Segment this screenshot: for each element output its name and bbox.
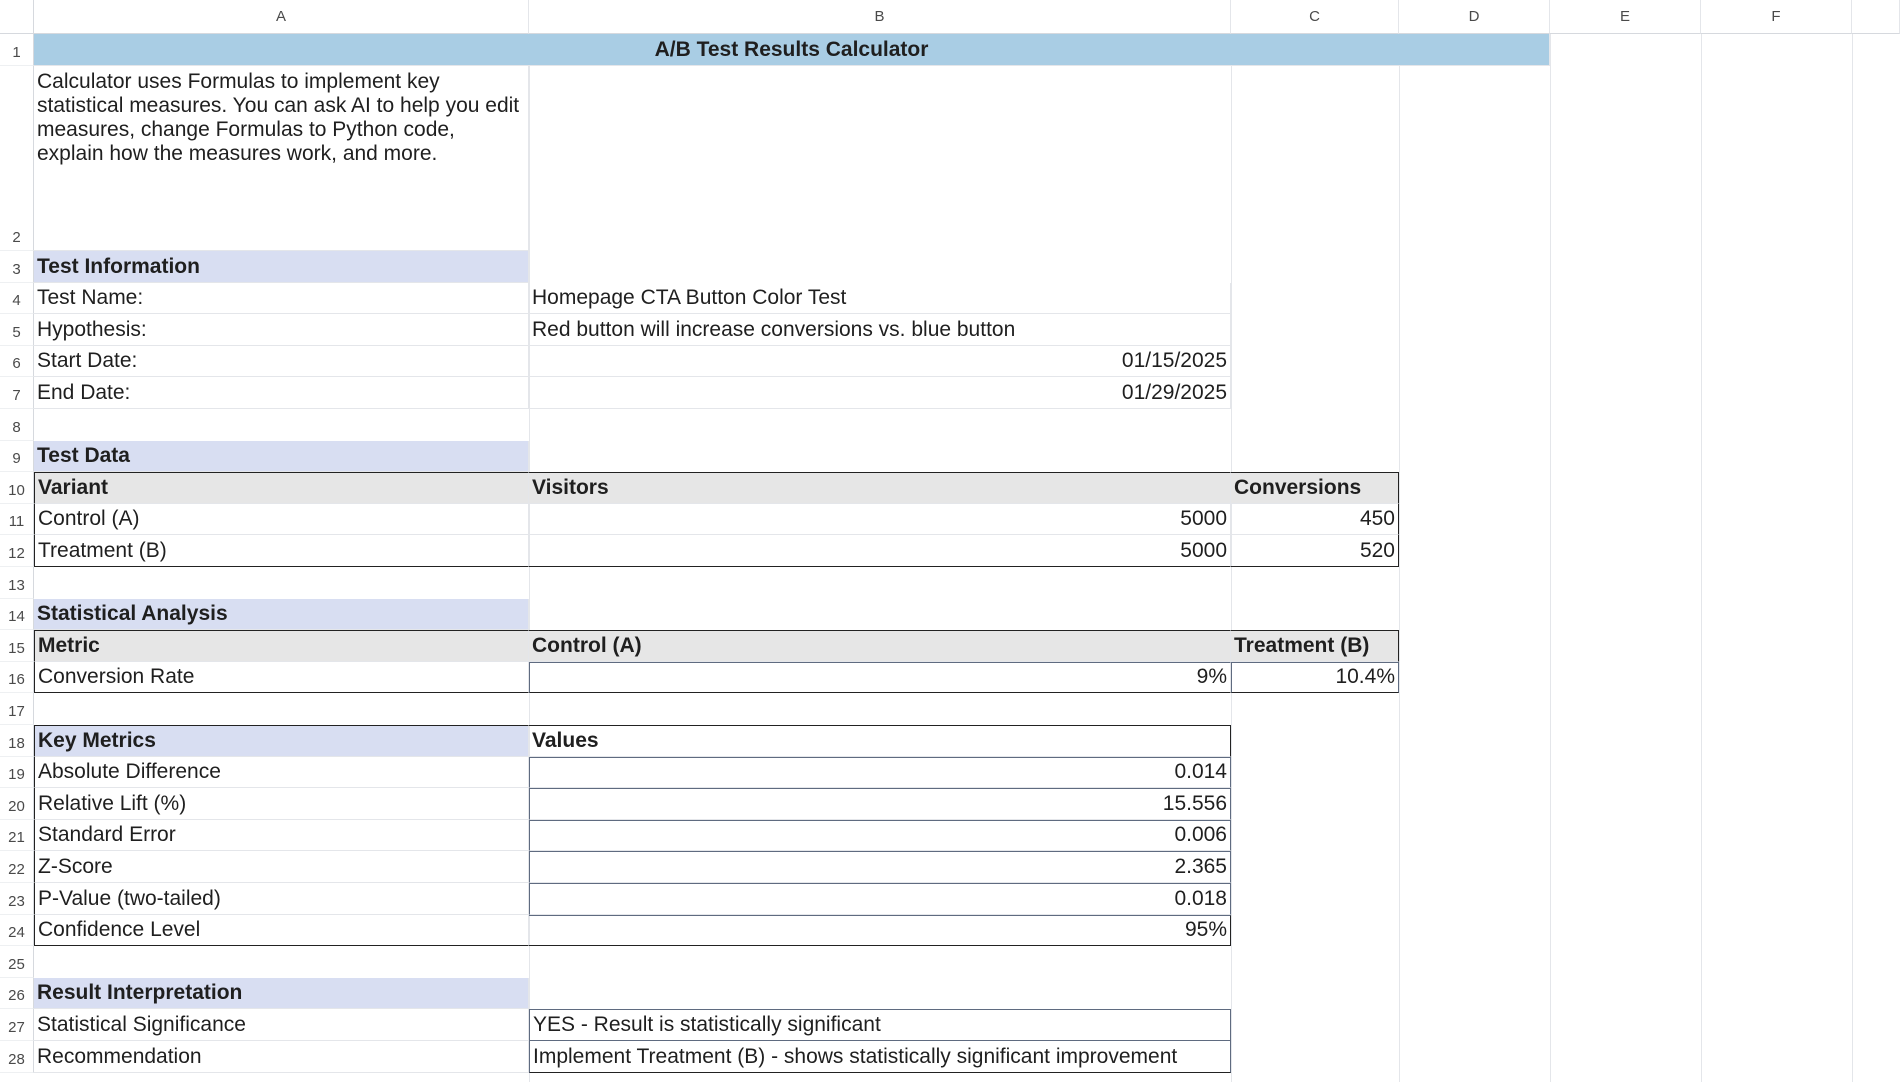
variant-cell[interactable]: Control (A) [34, 504, 529, 536]
column-header-a[interactable]: A [34, 0, 529, 34]
row-header-23[interactable]: 23 [0, 883, 34, 915]
statistical-analysis-header[interactable]: Statistical Analysis [34, 599, 529, 631]
end-date-label[interactable]: End Date: [34, 377, 529, 409]
row-header-24[interactable]: 24 [0, 915, 34, 947]
row-header-28[interactable]: 28 [0, 1041, 34, 1073]
visitors-cell[interactable]: 5000 [529, 504, 1231, 536]
conversions-cell[interactable]: 450 [1231, 504, 1399, 536]
row-header-19[interactable]: 19 [0, 757, 34, 789]
start-date-label[interactable]: Start Date: [34, 346, 529, 378]
metric-label[interactable]: Standard Error [34, 820, 529, 852]
column-header-blank[interactable] [1852, 0, 1900, 34]
treatment-column-header[interactable]: Treatment (B) [1231, 630, 1399, 662]
grid-line [1852, 34, 1853, 1082]
column-header-c[interactable]: C [1231, 0, 1399, 34]
row-header-6[interactable]: 6 [0, 346, 34, 378]
test-information-header[interactable]: Test Information [34, 251, 529, 283]
test-name-value[interactable]: Homepage CTA Button Color Test [529, 283, 1231, 315]
row-header-21[interactable]: 21 [0, 820, 34, 852]
row-header-27[interactable]: 27 [0, 1009, 34, 1041]
grid-line [1701, 34, 1702, 1082]
row-header-13[interactable]: 13 [0, 567, 34, 599]
metric-value[interactable]: 15.556 [529, 788, 1231, 820]
recommendation-value[interactable]: Implement Treatment (B) - shows statistically significant improvement [529, 1041, 1231, 1073]
row-header-22[interactable]: 22 [0, 851, 34, 883]
row-header-2[interactable]: 2 [0, 66, 34, 251]
control-column-header[interactable]: Control (A) [529, 630, 1231, 662]
column-header-d[interactable]: D [1399, 0, 1550, 34]
values-column-header[interactable]: Values [529, 725, 1231, 757]
row-header-11[interactable]: 11 [0, 504, 34, 536]
end-date-value[interactable]: 01/29/2025 [529, 377, 1231, 409]
metric-label[interactable]: Z-Score [34, 851, 529, 883]
metric-value[interactable]: 0.018 [529, 883, 1231, 915]
test-name-label[interactable]: Test Name: [34, 283, 529, 315]
description-cell[interactable]: Calculator uses Formulas to implement key statistical measures. You can ask AI to help you edit measures, change Formulas to Python code, explain how the measures work, and more. [34, 66, 529, 251]
visitors-cell[interactable]: 5000 [529, 535, 1231, 567]
row-header-25[interactable]: 25 [0, 946, 34, 978]
row-header-15[interactable]: 15 [0, 630, 34, 662]
row-header-9[interactable]: 9 [0, 441, 34, 473]
key-metrics-header[interactable]: Key Metrics [34, 725, 529, 757]
variant-column-header[interactable]: Variant [34, 472, 529, 504]
metric-label[interactable]: P-Value (two-tailed) [34, 883, 529, 915]
conversions-column-header[interactable]: Conversions [1231, 472, 1399, 504]
metric-value[interactable]: 0.006 [529, 820, 1231, 852]
column-header-e[interactable]: E [1550, 0, 1701, 34]
row-header-17[interactable]: 17 [0, 693, 34, 725]
sheet-title[interactable]: A/B Test Results Calculator [34, 34, 1550, 66]
grid-line [1399, 34, 1400, 1082]
variant-cell[interactable]: Treatment (B) [34, 535, 529, 567]
hypothesis-label[interactable]: Hypothesis: [34, 314, 529, 346]
significance-label[interactable]: Statistical Significance [34, 1009, 529, 1041]
row-header-8[interactable]: 8 [0, 409, 34, 441]
start-date-value[interactable]: 01/15/2025 [529, 346, 1231, 378]
row-header-5[interactable]: 5 [0, 314, 34, 346]
visitors-column-header[interactable]: Visitors [529, 472, 1231, 504]
metric-label[interactable]: Relative Lift (%) [34, 788, 529, 820]
conversions-cell[interactable]: 520 [1231, 535, 1399, 567]
metric-value[interactable]: 2.365 [529, 851, 1231, 883]
row-header-14[interactable]: 14 [0, 599, 34, 631]
metric-value[interactable]: 0.014 [529, 757, 1231, 789]
metric-label[interactable]: Confidence Level [34, 915, 529, 947]
row-header-16[interactable]: 16 [0, 662, 34, 694]
conversion-rate-label[interactable]: Conversion Rate [34, 662, 529, 694]
result-interpretation-header[interactable]: Result Interpretation [34, 978, 529, 1010]
row-header-4[interactable]: 4 [0, 283, 34, 315]
control-conversion-rate[interactable]: 9% [529, 662, 1231, 694]
column-header-b[interactable]: B [529, 0, 1231, 34]
row-header-20[interactable]: 20 [0, 788, 34, 820]
recommendation-label[interactable]: Recommendation [34, 1041, 529, 1073]
row-header-3[interactable]: 3 [0, 251, 34, 283]
select-all-corner[interactable] [0, 0, 34, 34]
row-header-10[interactable]: 10 [0, 472, 34, 504]
row-header-7[interactable]: 7 [0, 377, 34, 409]
test-data-header[interactable]: Test Data [34, 441, 529, 473]
column-header-f[interactable]: F [1701, 0, 1852, 34]
significance-value[interactable]: YES - Result is statistically significant [529, 1009, 1231, 1041]
row-header-12[interactable]: 12 [0, 535, 34, 567]
metric-column-header[interactable]: Metric [34, 630, 529, 662]
hypothesis-value[interactable]: Red button will increase conversions vs. blue button [529, 314, 1231, 346]
treatment-conversion-rate[interactable]: 10.4% [1231, 662, 1399, 694]
row-header-26[interactable]: 26 [0, 978, 34, 1010]
grid-line [1550, 34, 1551, 1082]
row-header-18[interactable]: 18 [0, 725, 34, 757]
metric-value[interactable]: 95% [529, 915, 1231, 947]
row-header-1[interactable]: 1 [0, 34, 34, 66]
metric-label[interactable]: Absolute Difference [34, 757, 529, 789]
